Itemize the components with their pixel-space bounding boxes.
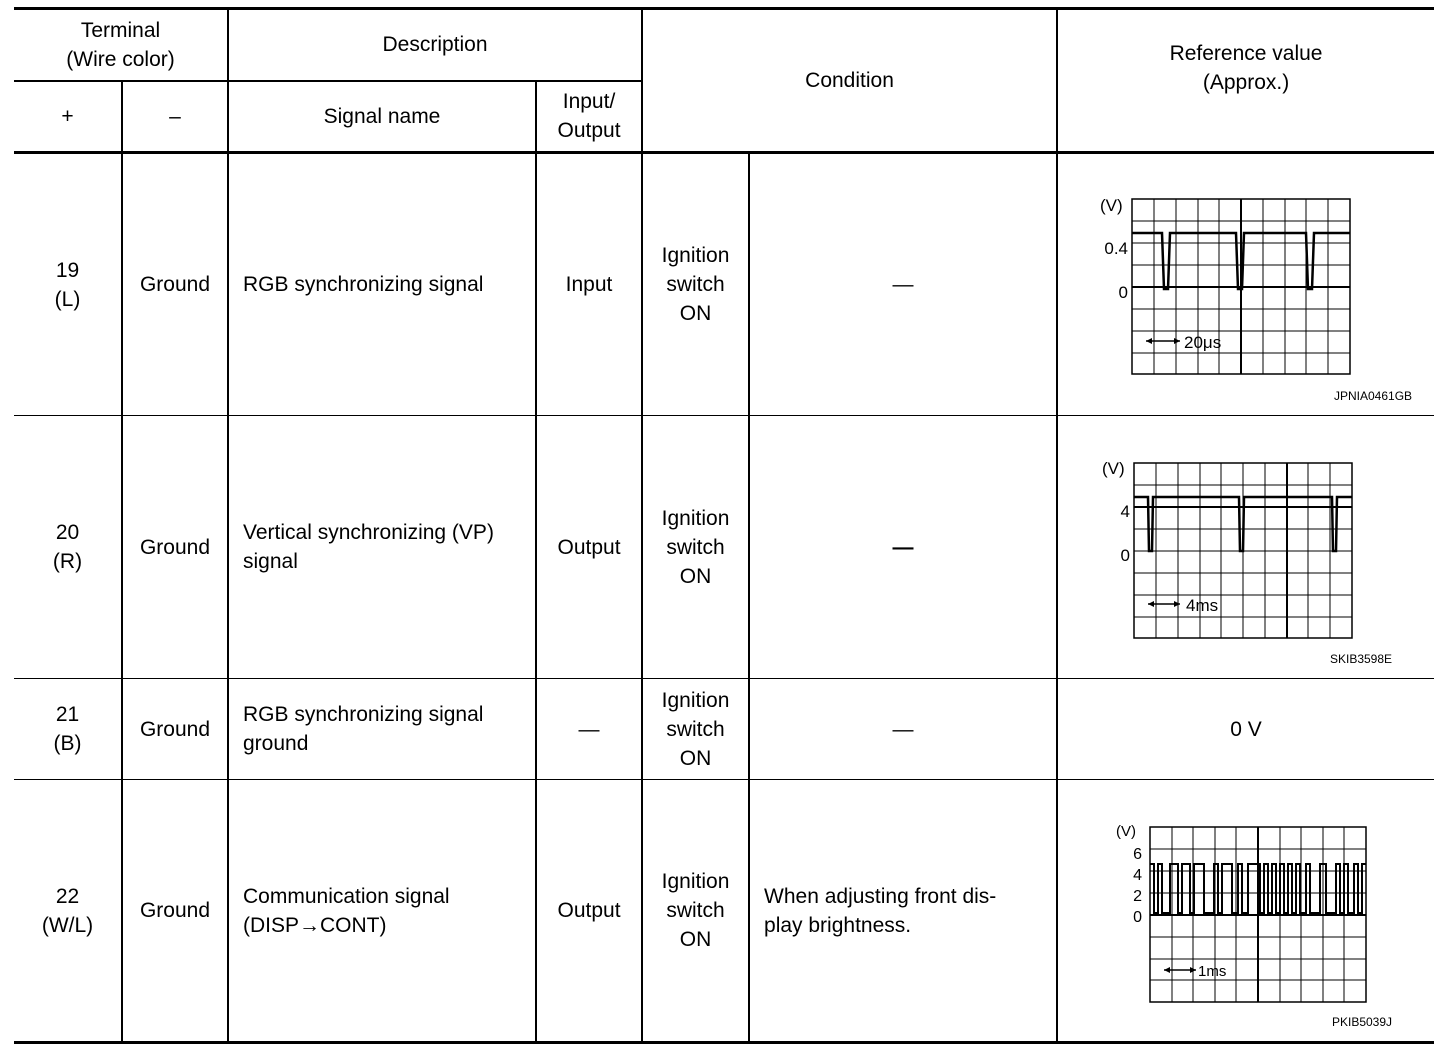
unit-label: (V)	[1100, 196, 1123, 215]
terminal-cell: 22 (W/L)	[14, 780, 122, 1043]
reference-cell	[1057, 780, 1434, 1043]
y-label-6: 6	[1133, 846, 1143, 863]
terminal-cell: 19 (L)	[14, 153, 122, 416]
io-cell: —	[536, 679, 642, 780]
oscilloscope-waveform	[1114, 820, 1414, 1010]
unit-label: (V)	[1102, 459, 1125, 478]
y-label-low: 0	[1120, 546, 1131, 565]
condition-detail-cell: —	[749, 153, 1057, 416]
header-row-1	[14, 9, 1434, 81]
time-div-label: 20μs	[1184, 333, 1222, 352]
condition-cell: Ignition switch ON	[642, 780, 749, 1043]
io-cell: Output	[536, 780, 642, 1043]
y-label-low: 0	[1118, 283, 1129, 302]
condition-cell: Ignition switch ON	[642, 416, 749, 679]
table-row	[14, 780, 1434, 1043]
oscilloscope-waveform	[1088, 194, 1388, 384]
terminal-cell: 20 (R)	[14, 416, 122, 679]
y-label-4: 4	[1133, 867, 1143, 884]
minus-cell: Ground	[122, 416, 228, 679]
condition-detail-cell: When adjusting front dis- play brightness.	[749, 780, 1057, 1043]
terminal-reference-table	[14, 7, 1434, 1044]
figure-code: SKIB3598E	[1329, 652, 1393, 666]
condition-detail-cell: —	[749, 416, 1057, 679]
terminal-header-line2: (Wire color)	[66, 47, 175, 71]
waveform-19	[1088, 194, 1388, 384]
waveform-20	[1098, 458, 1398, 648]
figure-code: PKIB5039J	[1331, 1015, 1393, 1029]
y-label-high: 0.4	[1104, 239, 1129, 258]
table-row	[14, 679, 1434, 780]
y-label-high: 4	[1120, 502, 1131, 521]
terminal-header-line1: Terminal	[80, 18, 161, 42]
description-header: Description	[228, 9, 642, 81]
figure-code: JPNIA0461GB	[1333, 389, 1413, 403]
reference-header	[1057, 9, 1434, 153]
y-label-0: 0	[1133, 909, 1143, 926]
table-row	[14, 153, 1434, 416]
minus-cell: Ground	[122, 780, 228, 1043]
minus-cell: Ground	[122, 679, 228, 780]
condition-cell: Ignition switch ON	[642, 679, 749, 780]
io-cell: Output	[536, 416, 642, 679]
time-div-label: 1ms	[1198, 963, 1227, 980]
reference-cell	[1057, 153, 1434, 416]
minus-header: –	[122, 81, 228, 153]
condition-cell: Ignition switch ON	[642, 153, 749, 416]
signal-name-cell: RGB synchronizing signal ground	[228, 679, 536, 780]
table-row	[14, 416, 1434, 679]
signal-name-cell: Communication signal (DISP→CONT)	[228, 780, 536, 1043]
reference-cell	[1057, 416, 1434, 679]
io-cell: Input	[536, 153, 642, 416]
io-header: Input/ Output	[536, 81, 642, 153]
plus-header: +	[14, 81, 122, 153]
waveform-22	[1114, 820, 1414, 1010]
condition-detail-cell: —	[749, 679, 1057, 780]
reference-header-line1: Reference value	[1169, 41, 1323, 65]
time-div-label: 4ms	[1186, 596, 1219, 615]
signal-name-header: Signal name	[228, 81, 536, 153]
signal-name-cell: RGB synchronizing signal	[228, 153, 536, 416]
reference-cell: 0 V	[1057, 679, 1434, 780]
minus-cell: Ground	[122, 153, 228, 416]
waveform-trace	[1134, 497, 1352, 551]
oscilloscope-waveform	[1098, 458, 1398, 648]
terminal-header	[14, 9, 228, 81]
y-label-2: 2	[1133, 888, 1143, 905]
signal-name-cell: Vertical synchronizing (VP) signal	[228, 416, 536, 679]
unit-label: (V)	[1116, 823, 1137, 840]
terminal-cell: 21 (B)	[14, 679, 122, 780]
condition-header: Condition	[642, 9, 1057, 153]
reference-header-line2: (Approx.)	[1202, 70, 1290, 94]
